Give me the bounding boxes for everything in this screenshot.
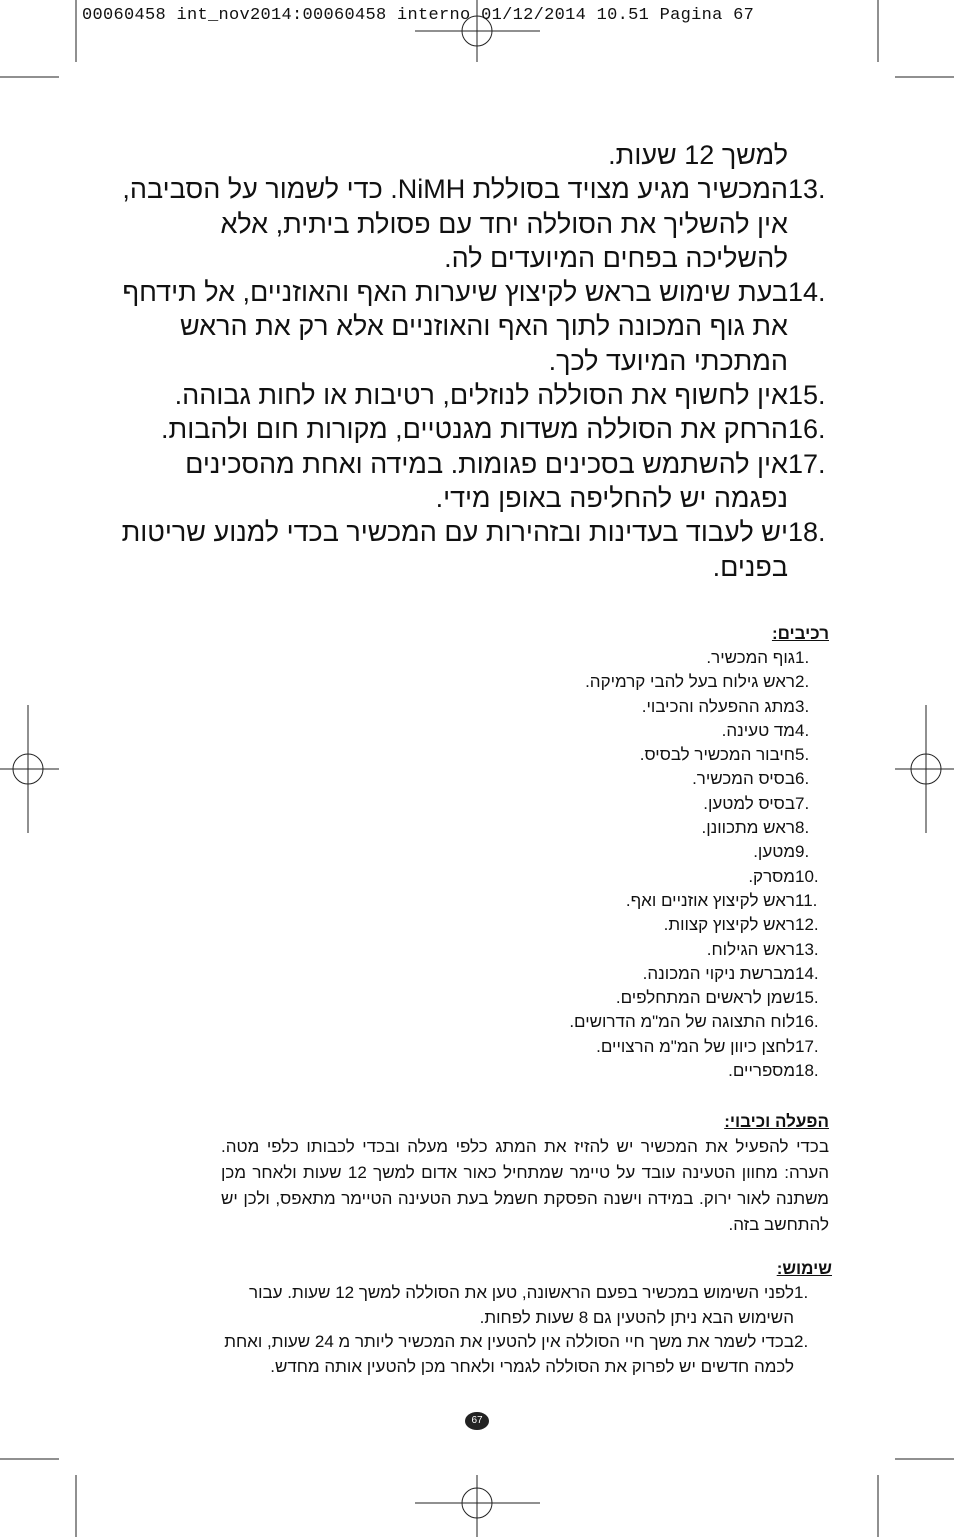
item-number: 8. (795, 818, 810, 838)
item-text: ראש גילוח בעל להבי קרמיקה. (585, 672, 795, 692)
list-item (369, 938, 829, 962)
item-text: ראש לקיצוץ אוזניים ואף. (625, 890, 795, 910)
warning-continuation: למשך 12 שעות. (608, 140, 788, 170)
list-item (369, 889, 829, 913)
item-text: ראש לקיצוץ קצוות. (663, 915, 795, 935)
item-text: לוח התצוגה של המ"מ הדרושים. (569, 1012, 795, 1032)
item-number: 3. (795, 696, 810, 716)
section-title: שימוש: (776, 1259, 832, 1278)
item-text: מספריים. (728, 1061, 795, 1081)
list-item (112, 447, 832, 516)
item-number: 1. (794, 1283, 809, 1302)
item-number: 2. (794, 1332, 809, 1351)
item-text: אין לחשוף את הסוללה לנוזלים, רטיבות או לחות גבוהה. (174, 380, 788, 411)
item-text: מסרק. (748, 866, 795, 886)
list-item (369, 670, 829, 694)
section-title: רכיבים: (771, 624, 829, 643)
item-number: 6. (795, 769, 810, 789)
list-item (369, 743, 829, 767)
page-number-badge: 67 (465, 1412, 489, 1430)
item-number: 15. (788, 380, 826, 411)
item-number: 9. (795, 842, 810, 862)
item-text: מברשת ניקוי המכונה. (642, 963, 795, 983)
item-number: 16. (788, 414, 826, 445)
item-text: ראש מתכוונן. (701, 818, 795, 838)
list-item (369, 865, 829, 889)
item-number: 17. (788, 448, 826, 479)
item-text: ראש הגילוח. (706, 939, 795, 959)
list-item (369, 792, 829, 816)
list-item (112, 172, 832, 275)
components-section (369, 622, 829, 1083)
operation-paragraph: בכדי להפעיל את המכשיר יש להזיז את המתג כלפי מעלה ובכדי לכבותו כלפי מטה. הערה: מחוון הטעינה עובד על טיימר שמתחיל כאור אדום למשך 12 שעות ולאחר מכן משתנה לאור ירוק. במידה וישנה הפסקת חשמל בעת הטעינה הטיימר מתאפס, ולכן יש להתחשב בזה. (221, 1137, 829, 1234)
list-item (192, 1330, 832, 1379)
list-item (369, 1059, 829, 1083)
list-item (369, 695, 829, 719)
list-item (112, 378, 832, 412)
list-item (369, 719, 829, 743)
list-item (369, 816, 829, 840)
item-text: בסיס המכשיר. (692, 769, 795, 789)
item-number: 11. (795, 890, 818, 910)
item-number: 17. (795, 1036, 819, 1056)
item-text: אין להשתמש בסכינים פגומות. במידה ואחת מהסכינים נפגמה יש להחליפה באופן מידי. (185, 448, 788, 513)
item-text: מתג ההפעלה והכיבוי. (641, 696, 795, 716)
item-number: 14. (795, 963, 819, 983)
list-item (192, 1281, 832, 1330)
item-number: 18. (795, 1061, 819, 1081)
item-text: גוף המכשיר. (706, 648, 795, 667)
item-number: 4. (795, 720, 810, 740)
item-number: 15. (795, 988, 819, 1008)
item-text: מד טעינה. (721, 720, 795, 740)
list-item (369, 986, 829, 1010)
item-number: 18. (788, 517, 826, 548)
item-number: 16. (795, 1012, 819, 1032)
item-number: 1. (795, 648, 810, 667)
item-text: מטען. (753, 842, 795, 862)
list-item (369, 840, 829, 864)
item-number: 10. (795, 866, 819, 886)
item-number: 13. (795, 939, 819, 959)
item-text: הרחק את הסוללה משדות מגנטיים, מקורות חום ולהבות. (161, 414, 788, 445)
item-text: שמן לראשים המתחלפים. (615, 988, 795, 1008)
list-item (369, 646, 829, 670)
section-title: הפעלה וכיבוי: (724, 1112, 829, 1131)
list-item (369, 767, 829, 791)
item-text: לחצן כיוון של המ"מ הרצויים. (596, 1036, 795, 1056)
item-text: יש לעבוד בעדינות ובזהירות עם המכשיר בכדי למנוע שריטות בפנים. (121, 517, 788, 582)
list-item (369, 1035, 829, 1059)
list-item (369, 962, 829, 986)
item-number: 5. (795, 745, 810, 765)
item-number: 7. (795, 793, 810, 813)
list-item (112, 515, 832, 584)
list-item (112, 275, 832, 378)
safety-warnings (112, 138, 832, 584)
item-text: בעת שימוש בראש לקיצוץ שיערות האף והאוזניים, אל תידחף את גוף המכונה לתוך האף והאוזניים אלא רק את הראש המתכתי המיועד לכך. (122, 277, 788, 376)
item-number: 14. (788, 277, 826, 308)
print-header: 00060458 int_nov2014:00060458 interno 01/12/2014 10.51 Pagina 67 (82, 6, 755, 25)
item-text: לפני השימוש במכשיר בפעם הראשונה, טען את הסוללה למשך 12 שעות. עבור השימוש הבא ניתן להטעין גם 8 שעות לפחות. (248, 1283, 794, 1327)
list-item (369, 1010, 829, 1034)
item-text: חיבור המכשיר לבסיס. (639, 745, 795, 765)
item-text: בסיס למטען. (703, 793, 795, 813)
item-number: 13. (788, 174, 826, 205)
item-number: 12. (795, 915, 819, 935)
item-number: 2. (795, 672, 810, 692)
list-item (369, 913, 829, 937)
list-item (112, 412, 832, 446)
item-text: המכשיר מגיע מצויד בסוללת NiMH. כדי לשמור על הסביבה, אין להשליך את הסוללה יחד עם פסולת ביתית, אלא להשליכה בפחים המיועדים לה. (122, 174, 788, 273)
operation-section (221, 1110, 829, 1238)
item-text: בכדי לשמר את משך חיי הסוללה אין להטעין את המכשיר ליותר מ 24 שעות, ואחת לכמה חדשים יש לפרוק את הסוללה לגמרי ולאחר מכן להטעין אותה מחדש. (224, 1332, 794, 1376)
usage-section (192, 1257, 832, 1379)
